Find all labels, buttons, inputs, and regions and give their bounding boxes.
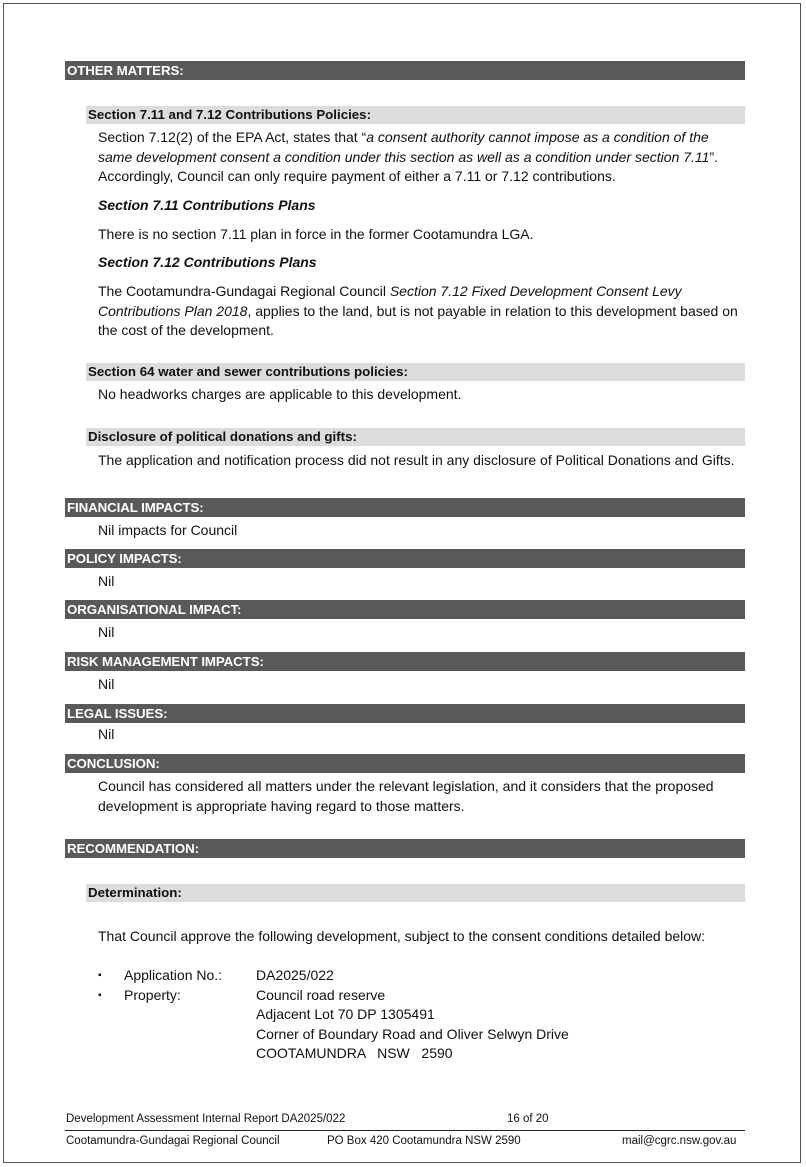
contrib-italic-quote: a consent authority cannot impose as a condition of the same development consent a condition under this section as well as a condition under section 7.11 (98, 129, 710, 165)
s64-heading: Section 64 water and sewer contributions policies: (86, 363, 745, 381)
other-matters-heading: OTHER MATTERS: (65, 61, 745, 80)
plans-711-heading: Section 7.11 Contributions Plans (98, 197, 316, 213)
property-line-4: COOTAMUNDRA NSW 2590 (256, 1045, 453, 1061)
property-label: Property: (124, 987, 181, 1003)
bullet-icon: ▪ (98, 990, 102, 1001)
legal-issues-text: Nil (98, 726, 115, 742)
footer-divider (65, 1130, 745, 1131)
application-number-value: DA2025/022 (256, 967, 334, 983)
disclosure-heading: Disclosure of political donations and gifts: (86, 428, 745, 446)
determination-text: That Council approve the following development, subject to the consent conditions detailed below: (98, 928, 706, 944)
property-line-3: Corner of Boundary Road and Oliver Selwyn Drive (256, 1026, 569, 1042)
financial-impacts-heading: FINANCIAL IMPACTS: (65, 498, 745, 517)
contrib-text-end: ”. Accordingly, Council can only require payment of either a 7.11 or 7.12 contributions. (98, 148, 719, 184)
conclusion-heading: CONCLUSION: (65, 754, 745, 773)
conclusion-text: Council has considered all matters under the relevant legislation, and it considers that the proposed development is appropriate having regard to those matters. (98, 778, 714, 814)
footer-page-number: 16 of 20 (507, 1113, 549, 1125)
application-number-label: Application No.: (124, 967, 223, 983)
footer-po-box: PO Box 420 Cootamundra NSW 2590 (327, 1135, 521, 1147)
property-line-2: Adjacent Lot 70 DP 1305491 (256, 1006, 435, 1022)
legal-issues-heading: LEGAL ISSUES: (65, 704, 745, 723)
recommendation-heading: RECOMMENDATION: (65, 839, 745, 858)
footer-email: mail@cgrc.nsw.gov.au (622, 1135, 737, 1147)
policy-impacts-text: Nil (98, 573, 115, 589)
organisational-impact-text: Nil (98, 624, 115, 640)
contributions-policies-heading: Section 7.11 and 7.12 Contributions Policies: (86, 106, 745, 124)
organisational-impact-heading: ORGANISATIONAL IMPACT: (65, 600, 745, 619)
contrib-text-start: Section 7.12(2) of the EPA Act, states that “ (98, 129, 367, 145)
plans-712-italic-title: Section 7.12 Fixed Development Consent Levy Contributions Plan 2018 (98, 283, 682, 319)
financial-impacts-text: Nil impacts for Council (98, 522, 238, 538)
disclosure-text: The application and notification process did not result in any disclosure of Political Donations and Gifts. (98, 452, 735, 468)
plans-712-text-start: The Cootamundra-Gundagai Regional Council (98, 283, 390, 299)
policy-impacts-heading: POLICY IMPACTS: (65, 549, 745, 568)
footer-report-title: Development Assessment Internal Report DA2025/022 (66, 1113, 346, 1125)
plans-711-text: There is no section 7.11 plan in force in the former Cootamundra LGA. (98, 226, 534, 242)
footer-council-name: Cootamundra-Gundagai Regional Council (66, 1135, 280, 1147)
contributions-policies-paragraph (98, 128, 743, 187)
property-line-1: Council road reserve (256, 987, 386, 1003)
risk-management-heading: RISK MANAGEMENT IMPACTS: (65, 652, 745, 671)
plans-712-paragraph (98, 282, 743, 341)
risk-management-text: Nil (98, 676, 115, 692)
plans-712-heading: Section 7.12 Contributions Plans (98, 254, 317, 270)
determination-heading: Determination: (86, 884, 745, 902)
plans-712-text-end: , applies to the land, but is not payable in relation to this development based on the cost of the development. (98, 302, 738, 338)
s64-text: No headworks charges are applicable to this development. (98, 386, 462, 402)
bullet-icon: ▪ (98, 970, 102, 981)
